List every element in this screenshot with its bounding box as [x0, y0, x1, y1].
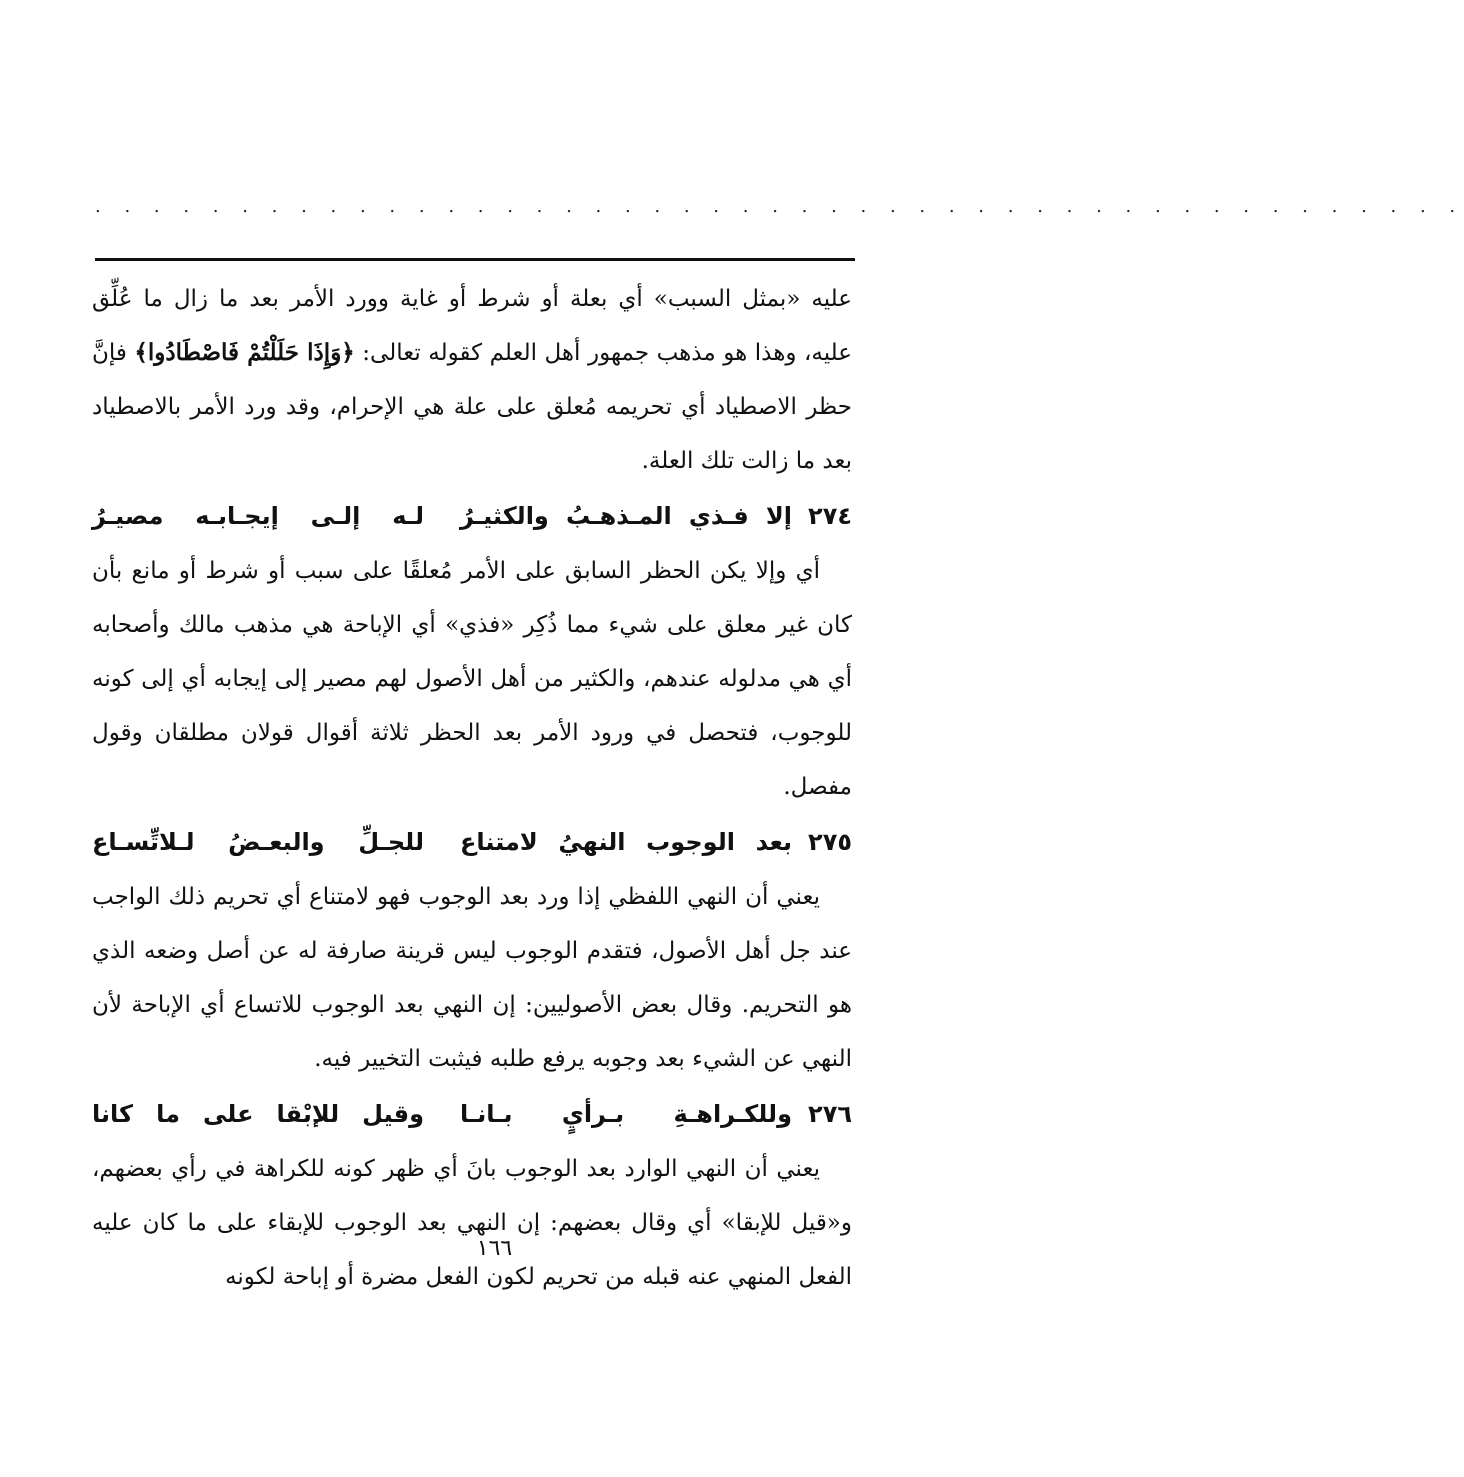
verse-hemistich-first: بعد الوجوب النهيُ لامتناع	[460, 828, 792, 856]
paragraph-2-text: أي وإلا يكن الحظر السابق على الأمر مُعلقًا على سبب أو شرط أو مانع بأن كان غير معلق على شيء مما ذُكِر «فذي» أي الإباحة هي مذهب مالك وأصحابه أي هي مدلوله عندهم، والكثير من أهل الأصول لهم مصير إلى إيجابه أي إلى كونه للوجوب، فتحصل في ورود الأمر بعد الحظر ثلاثة أقوال قولان مطلقان وقول مفصل.	[92, 558, 852, 800]
verse-hemistich-first: وللكـراهـةِ بـرأيٍ بـانـا	[460, 1100, 792, 1128]
paragraph-4-text: يعني أن النهي الوارد بعد الوجوب بانَ أي ظهر كونه للكراهة في رأي بعضهم، و«قيل للإبقا» أي وقال بعضهم: إن النهي بعد الوجوب للإبقاء على ما كان عليه الفعل المنهي عنه قبله من تحريم لكون الفعل مضرة أو إباحة لكونه	[92, 1156, 852, 1290]
verse-hemistich-second: لـه إلـى إيجـابـه مصيـرُ	[92, 502, 424, 530]
verse-number: ٢٧٦	[808, 1100, 852, 1128]
paragraph-3-text: يعني أن النهي اللفظي إذا ورد بعد الوجوب فهو لامتناع أي تحريم ذلك الواجب عند جل أهل الأصول، فتقدم الوجوب ليس قرينة صارفة له عن أصل وضعه الذي هو التحريم. وقال بعض الأصوليين: إن النهي بعد الوجوب للاتساع أي الإباحة لأن النهي عن الشيء بعد وجوبه يرفع طلبه فيثبت التخيير فيه.	[92, 884, 852, 1072]
verse-hemistich-first: إلا فـذي المـذهـبُ والكثيـرُ	[460, 502, 792, 530]
paragraph-3	[92, 870, 852, 1086]
verse-276	[92, 1086, 852, 1142]
verse-274	[92, 488, 852, 544]
page-body	[92, 272, 852, 1304]
paragraph-2	[92, 544, 852, 814]
verse-hemistich-second: للجـلِّ والبعـضُ لـلاتِّسـاع	[92, 828, 424, 856]
verse-number: ٢٧٥	[808, 828, 852, 856]
verse-number: ٢٧٤	[808, 502, 852, 530]
page-number: ١٦٦	[476, 1236, 513, 1261]
header-rule	[95, 258, 855, 261]
paragraph-1-text: عليه «بمثل السبب» أي بعلة أو شرط أو غاية وورد الأمر بعد ما زال ما عُلِّق عليه، وهذا هو مذهب جمهور أهل العلم كقوله تعالى:	[92, 286, 852, 366]
header-dot-leader: . . . . . . . . . . . . . . . . . . . . . . . . . . . . . . . . . . . . . . . . . . . . . . .	[95, 196, 1464, 217]
paragraph-4	[92, 1142, 852, 1304]
paragraph-1	[92, 272, 852, 488]
quran-verse: ﴿وَإِذَا حَلَلْتُمْ فَاصْطَادُوا﴾	[134, 339, 355, 366]
verse-hemistich-second: وقيل للإبْقا على ما كانا	[92, 1100, 424, 1128]
paragraph-1-text-continued: فإنَّ حظر الاصطياد أي تحريمه مُعلق على علة هي الإحرام، وقد ورد الأمر بالاصطياد بعد ما زالت تلك العلة.	[92, 340, 852, 474]
verse-275	[92, 814, 852, 870]
